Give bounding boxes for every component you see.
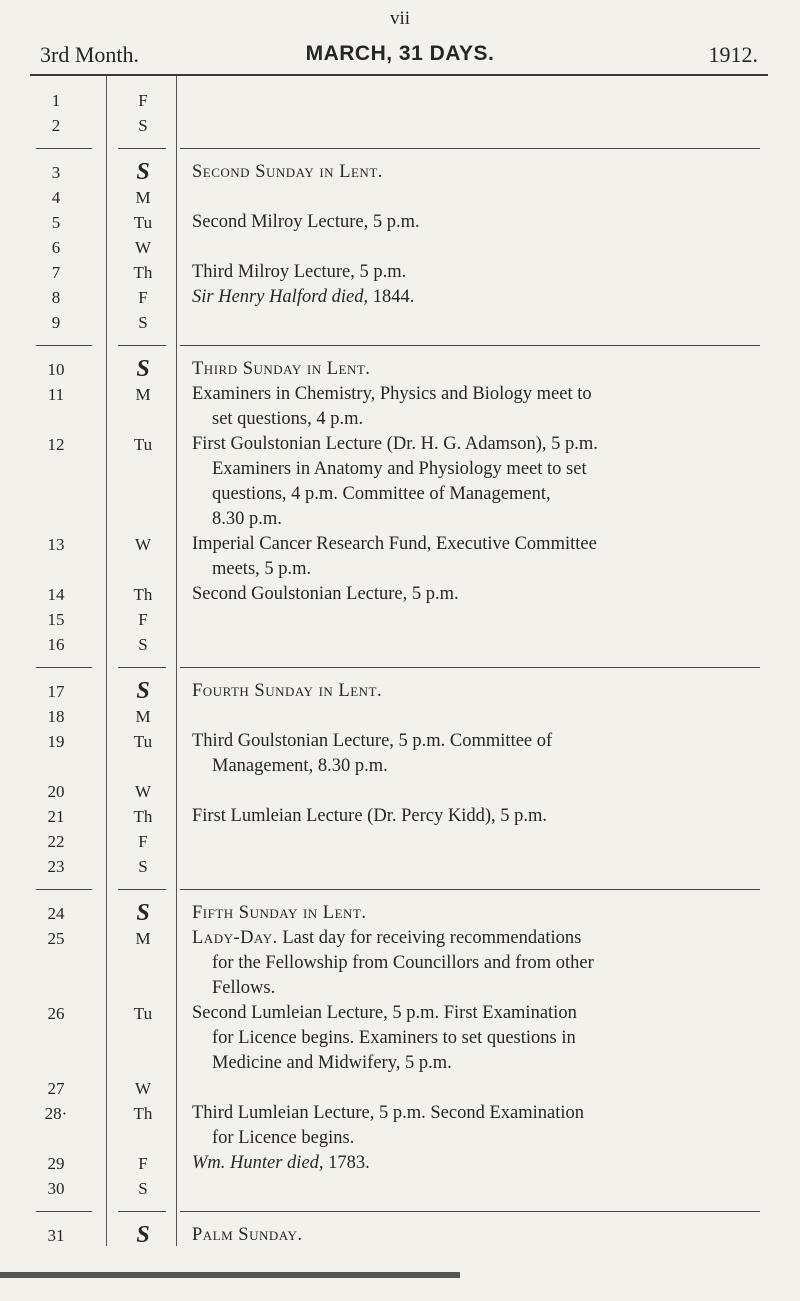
event-text — [192, 1151, 767, 1176]
weekday-abbrev: F — [138, 610, 148, 629]
weekday-abbrev: M — [135, 188, 151, 207]
date-number: 19 — [47, 732, 65, 751]
date-number: 6 — [51, 238, 61, 257]
event-text — [192, 1101, 767, 1151]
sunday-mark: S — [136, 900, 150, 926]
separator-rule-day — [118, 667, 166, 668]
bottom-rule — [0, 1272, 460, 1278]
date-number: 7 — [51, 263, 61, 282]
event-continuation: for the Fellowship from Councillors and from other — [212, 953, 594, 973]
event-continuation: Medicine and Midwifery, 5 p.m. — [212, 1053, 452, 1073]
event-italic: Sir Henry Halford died — [192, 287, 364, 307]
sunday-mark: S — [136, 356, 150, 382]
calendar-row — [0, 582, 800, 607]
calendar-row — [0, 310, 800, 335]
event-text — [192, 1001, 767, 1076]
weekday-abbrev: F — [138, 288, 148, 307]
date-number: 24 — [47, 904, 65, 923]
event-text — [192, 1076, 767, 1101]
event-continuation: set questions, 4 p.m. — [212, 409, 364, 429]
event-line: , 1783. — [318, 1153, 370, 1173]
event-text — [192, 235, 767, 260]
date-number: 21 — [47, 807, 65, 826]
page-number: vii — [389, 8, 411, 29]
event-text — [192, 532, 767, 582]
weekday-abbrev: F — [138, 1154, 148, 1173]
weekday-abbrev: Th — [133, 263, 153, 282]
date-number: 30 — [47, 1179, 65, 1198]
event-text — [192, 729, 767, 779]
separator-rule-date — [36, 889, 92, 890]
separator-rule-date — [36, 148, 92, 149]
event-text — [192, 582, 767, 607]
weekday-abbrev: S — [138, 313, 148, 332]
date-number: 1 — [51, 91, 61, 110]
event-text — [192, 632, 767, 657]
event-text — [192, 829, 767, 854]
week-group — [0, 88, 800, 138]
calendar-row — [0, 185, 800, 210]
date-number: 8 — [51, 288, 61, 307]
event-text — [192, 1176, 767, 1201]
week-separator — [0, 657, 800, 679]
separator-rule-day — [118, 1211, 166, 1212]
calendar-row — [0, 779, 800, 804]
date-number: 27 — [47, 1079, 65, 1098]
calendar-row — [0, 382, 800, 432]
event-heading: Lady-Day. — [192, 928, 278, 948]
calendar-row — [0, 854, 800, 879]
date-number: 29 — [47, 1154, 65, 1173]
weekday-abbrev: F — [138, 832, 148, 851]
date-number: 18 — [47, 707, 65, 726]
date-number: 2 — [51, 116, 61, 135]
calendar-row — [0, 113, 800, 138]
calendar-row — [0, 88, 800, 113]
running-header — [0, 42, 800, 72]
event-line: Third Sunday in Lent. — [192, 359, 371, 379]
calendar-row — [0, 926, 800, 1001]
separator-rule-event — [180, 1211, 760, 1212]
calendar-row — [0, 1101, 800, 1151]
event-text — [192, 210, 767, 235]
calendar-row — [0, 210, 800, 235]
date-number: 4 — [51, 188, 61, 207]
date-number: 22 — [47, 832, 65, 851]
calendar-row — [0, 704, 800, 729]
date-number: 17 — [47, 682, 65, 701]
calendar-row — [0, 829, 800, 854]
header-rule — [30, 74, 768, 76]
sunday-mark: S — [136, 1222, 150, 1248]
week-separator — [0, 1201, 800, 1223]
weekday-abbrev: Tu — [133, 732, 153, 751]
event-text — [192, 804, 767, 829]
date-number: 26 — [47, 1004, 65, 1023]
calendar-row — [0, 260, 800, 285]
event-text — [192, 704, 767, 729]
event-line: Second Lumleian Lecture, 5 p.m. First Examination — [192, 1003, 577, 1023]
weekday-abbrev: Th — [133, 807, 153, 826]
separator-rule-date — [36, 345, 92, 346]
separator-rule-day — [118, 148, 166, 149]
event-text — [192, 113, 767, 138]
calendar-row — [0, 1001, 800, 1076]
header-title: MARCH, 31 DAYS. — [305, 42, 495, 65]
weekday-abbrev: M — [135, 385, 151, 404]
calendar-row — [0, 1176, 800, 1201]
event-text — [192, 926, 767, 1001]
week-group — [0, 357, 800, 657]
calendar-row — [0, 357, 800, 382]
calendar-row — [0, 607, 800, 632]
weekday-abbrev: W — [134, 782, 152, 801]
event-line: Examiners in Chemistry, Physics and Biology meet to — [192, 384, 592, 404]
event-continuation: for Licence begins. Examiners to set questions in — [212, 1028, 576, 1048]
event-line: First Goulstonian Lecture (Dr. H. G. Adamson), 5 p.m. — [192, 434, 598, 454]
date-number: 15 — [47, 610, 65, 629]
separator-rule-event — [180, 889, 760, 890]
calendar-row — [0, 1151, 800, 1176]
event-line: Second Goulstonian Lecture, 5 p.m. — [192, 584, 459, 604]
weekday-abbrev: S — [138, 1179, 148, 1198]
weekday-abbrev: Th — [133, 1104, 153, 1123]
event-text — [192, 901, 767, 926]
event-line: First Lumleian Lecture (Dr. Percy Kidd), 5 p.m. — [192, 806, 548, 826]
event-line: Third Milroy Lecture, 5 p.m. — [192, 262, 407, 282]
event-continuation: meets, 5 p.m. — [212, 559, 312, 579]
event-text — [192, 679, 767, 704]
calendar-row — [0, 804, 800, 829]
event-line: Second Sunday in Lent. — [192, 162, 383, 182]
weekday-abbrev: Tu — [133, 435, 153, 454]
week-separator — [0, 879, 800, 901]
event-text — [192, 88, 767, 113]
separator-rule-event — [180, 148, 760, 149]
sunday-mark: S — [136, 159, 150, 185]
event-line: Second Milroy Lecture, 5 p.m. — [192, 212, 420, 232]
event-text — [192, 607, 767, 632]
weekday-abbrev: W — [134, 1079, 152, 1098]
weekday-abbrev: Tu — [133, 213, 153, 232]
event-continuation: 8.30 p.m. — [212, 509, 282, 529]
event-text — [192, 285, 767, 310]
separator-rule-day — [118, 345, 166, 346]
calendar-row — [0, 285, 800, 310]
calendar-row — [0, 532, 800, 582]
date-number: 28· — [44, 1104, 68, 1123]
week-group — [0, 679, 800, 879]
event-continuation: Examiners in Anatomy and Physiology meet to set — [212, 459, 587, 479]
event-text — [192, 185, 767, 210]
calendar-row — [0, 1076, 800, 1101]
week-group — [0, 1223, 800, 1248]
weekday-abbrev: M — [135, 929, 151, 948]
date-number: 13 — [47, 535, 65, 554]
event-text — [192, 382, 767, 432]
calendar-row — [0, 901, 800, 926]
date-number: 23 — [47, 857, 65, 876]
calendar-row — [0, 679, 800, 704]
weekday-abbrev: S — [138, 635, 148, 654]
event-line: Third Goulstonian Lecture, 5 p.m. Committee of — [192, 731, 553, 751]
event-text — [192, 357, 767, 382]
event-text — [192, 779, 767, 804]
event-text — [192, 310, 767, 335]
weekday-abbrev: S — [138, 116, 148, 135]
event-line: Fifth Sunday in Lent. — [192, 903, 367, 923]
event-line: Imperial Cancer Research Fund, Executive Committee — [192, 534, 597, 554]
calendar-row — [0, 632, 800, 657]
date-number: 25 — [47, 929, 65, 948]
separator-rule-date — [36, 1211, 92, 1212]
event-line: Last day for receiving recommendations — [277, 928, 582, 948]
weekday-abbrev: Tu — [133, 1004, 153, 1023]
event-text — [192, 160, 767, 185]
weekday-abbrev: S — [138, 857, 148, 876]
event-text — [192, 432, 767, 532]
event-continuation: Fellows. — [212, 978, 276, 998]
weekday-abbrev: F — [138, 91, 148, 110]
event-text — [192, 1223, 767, 1248]
week-group — [0, 901, 800, 1201]
weekday-abbrev: Th — [133, 585, 153, 604]
date-number: 12 — [47, 435, 65, 454]
separator-rule-day — [118, 889, 166, 890]
date-number: 14 — [47, 585, 65, 604]
event-line: Third Lumleian Lecture, 5 p.m. Second Examination — [192, 1103, 584, 1123]
event-line: Palm Sunday. — [192, 1225, 303, 1245]
event-italic: Wm. Hunter died — [192, 1153, 319, 1173]
calendar-row — [0, 160, 800, 185]
separator-rule-event — [180, 667, 760, 668]
event-text — [192, 260, 767, 285]
weekday-abbrev: W — [134, 238, 152, 257]
event-continuation: Management, 8.30 p.m. — [212, 756, 388, 776]
weekday-abbrev: M — [135, 707, 151, 726]
calendar-row — [0, 432, 800, 532]
calendar-table — [0, 88, 800, 1248]
date-number: 9 — [51, 313, 61, 332]
week-separator — [0, 335, 800, 357]
separator-rule-date — [36, 667, 92, 668]
date-number: 10 — [47, 360, 65, 379]
calendar-row — [0, 235, 800, 260]
weekday-abbrev: W — [134, 535, 152, 554]
event-continuation: for Licence begins. — [212, 1128, 355, 1148]
header-month: 3rd Month. — [40, 42, 139, 67]
header-year: 1912. — [708, 42, 758, 67]
sunday-mark: S — [136, 678, 150, 704]
calendar-row — [0, 1223, 800, 1248]
date-number: 3 — [51, 163, 61, 182]
event-line: , 1844. — [363, 287, 415, 307]
date-number: 11 — [47, 385, 65, 404]
event-text — [192, 854, 767, 879]
calendar-row — [0, 729, 800, 779]
date-number: 5 — [51, 213, 61, 232]
event-continuation: questions, 4 p.m. Committee of Management, — [212, 484, 551, 504]
week-separator — [0, 138, 800, 160]
week-group — [0, 160, 800, 335]
date-number: 31 — [47, 1226, 65, 1245]
date-number: 20 — [47, 782, 65, 801]
date-number: 16 — [47, 635, 65, 654]
separator-rule-event — [180, 345, 760, 346]
event-line: Fourth Sunday in Lent. — [192, 681, 383, 701]
